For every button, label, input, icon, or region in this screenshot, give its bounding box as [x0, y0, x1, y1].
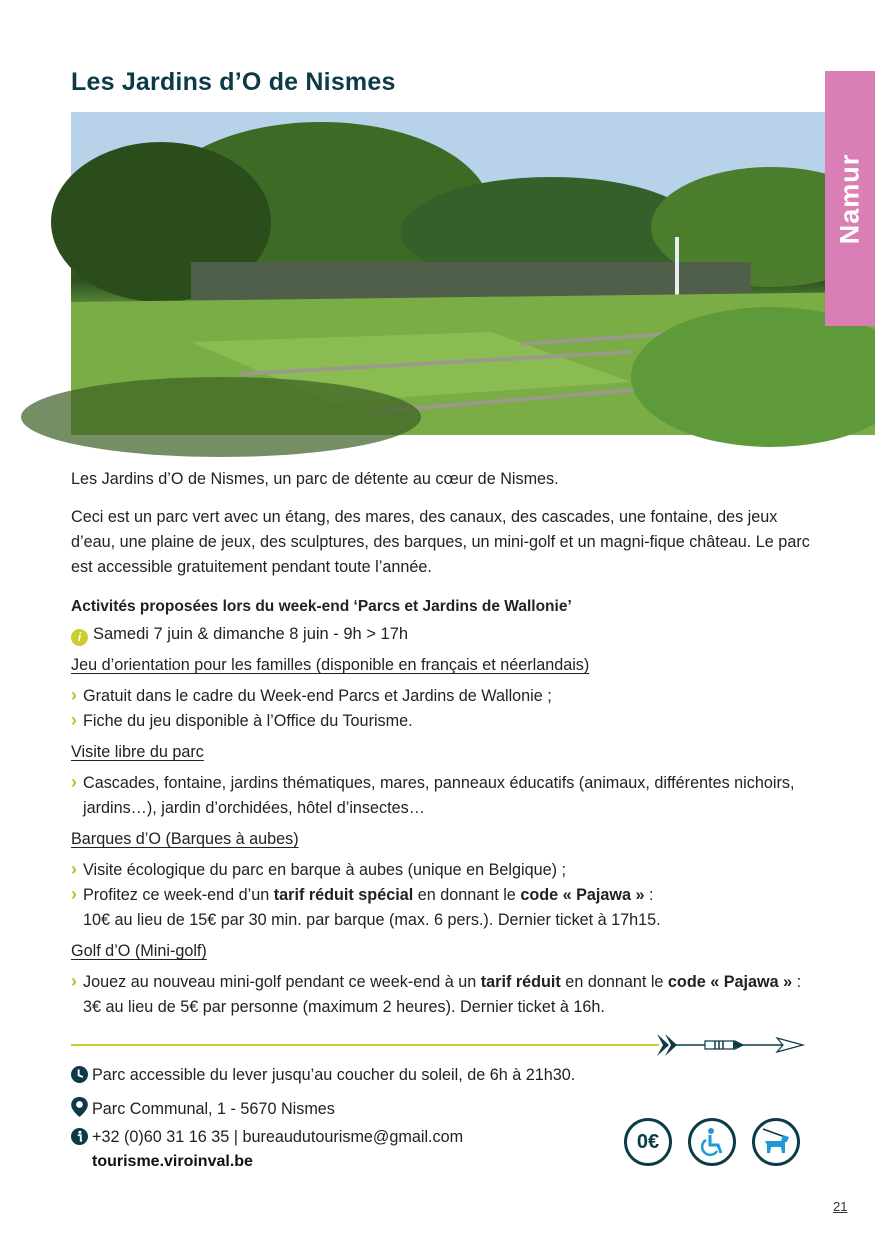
arrow-decoration-icon — [655, 1032, 805, 1058]
address-text: Parc Communal, 1 - 5670 Nismes — [92, 1100, 335, 1118]
opening-hours — [71, 1066, 575, 1085]
contact — [71, 1128, 463, 1147]
list-item: › Visite écologique du parc en barque à aubes (unique en Belgique) ; — [71, 858, 811, 883]
text: : — [644, 886, 654, 904]
intro-paragraph-1: Les Jardins d’O de Nismes, un parc de détente au cœur de Nismes. — [71, 470, 559, 488]
website-link[interactable]: tourisme.viroinval.be — [92, 1153, 253, 1170]
text: Jouez au nouveau mini-golf pendant ce week-end à un — [83, 973, 481, 991]
info-icon — [71, 1128, 88, 1145]
section-title-golf: Golf d’O (Mini-golf) — [71, 942, 207, 960]
park-landscape-illustration — [71, 112, 875, 435]
dog-on-leash-icon — [759, 1125, 793, 1159]
list-item: › Cascades, fontaine, jardins thématiques, mares, panneaux éducatifs (animaux, différentes nichoirs, jardins…), jardin d’orchidées, hôtel d’insectes… — [71, 771, 811, 821]
address — [71, 1097, 335, 1119]
region-tab-namur — [825, 71, 875, 326]
section-title-barques: Barques d’O (Barques à aubes) — [71, 830, 299, 848]
text: : 3€ au lieu de 5€ par personne (maximum 2 heures). Dernier ticket à 16h. — [83, 973, 802, 1016]
event-date — [71, 622, 811, 647]
page-title: Les Jardins d’O de Nismes — [71, 68, 396, 96]
info-icon: i — [71, 629, 88, 646]
photo-credit: © OT Viroinval — [154, 459, 168, 537]
activities-list — [71, 653, 811, 1020]
hours-text: Parc accessible du lever jusqu’au coucher du soleil, de 6h à 21h30. — [92, 1066, 576, 1084]
text: Profitez ce week-end d’un — [83, 886, 274, 904]
clock-icon — [71, 1066, 88, 1083]
region-label: Namur — [834, 153, 865, 244]
tarif-label: tarif réduit spécial — [273, 886, 414, 904]
intro-paragraph-2: Ceci est un parc vert avec un étang, des mares, des canaux, des cascades, une fontaine, des jeux d’eau, une plaine de jeux, des sculptures, des barques, un mini-golf et un magni-fique château. Le parc est accessible gratuitement pendant toute l’année. — [71, 508, 810, 576]
list-item: › Fiche du jeu disponible à l’Office du Tourisme. — [71, 709, 811, 734]
section-title-visite: Visite libre du parc — [71, 743, 204, 761]
activities-heading: Activités proposées lors du week-end ‘Parcs et Jardins de Wallonie’ — [71, 598, 572, 615]
free-entry-badge — [624, 1118, 672, 1166]
location-pin-icon — [71, 1097, 88, 1117]
tarif-label: tarif réduit — [480, 973, 561, 991]
section-title-orientation: Jeu d’orientation pour les familles (disponible en français et néerlandais) — [71, 656, 590, 674]
section-divider — [71, 1044, 659, 1046]
price-details: 10€ au lieu de 15€ par 30 min. par barque (max. 6 pers.). Dernier ticket à 17h15. — [83, 911, 661, 929]
free-entry-icon: 0€ — [636, 1130, 660, 1153]
wheelchair-badge — [688, 1118, 736, 1166]
page-number: 21 — [833, 1199, 848, 1214]
list-item: › Gratuit dans le cadre du Week-end Parcs et Jardins de Wallonie ; — [71, 684, 811, 709]
promo-code: code « Pajawa » — [667, 973, 793, 991]
text: en donnant le — [560, 973, 668, 991]
promo-code: code « Pajawa » — [520, 886, 645, 904]
contact-text[interactable]: +32 (0)60 31 16 35 | bureaudutourisme@gmail.com — [92, 1128, 464, 1146]
event-date-text: Samedi 7 juin & dimanche 8 juin - 9h > 17h — [93, 625, 409, 643]
list-item — [71, 883, 811, 933]
dog-allowed-badge — [752, 1118, 800, 1166]
text: en donnant le — [413, 886, 521, 904]
list-item — [71, 970, 811, 1020]
wheelchair-icon — [697, 1127, 727, 1157]
